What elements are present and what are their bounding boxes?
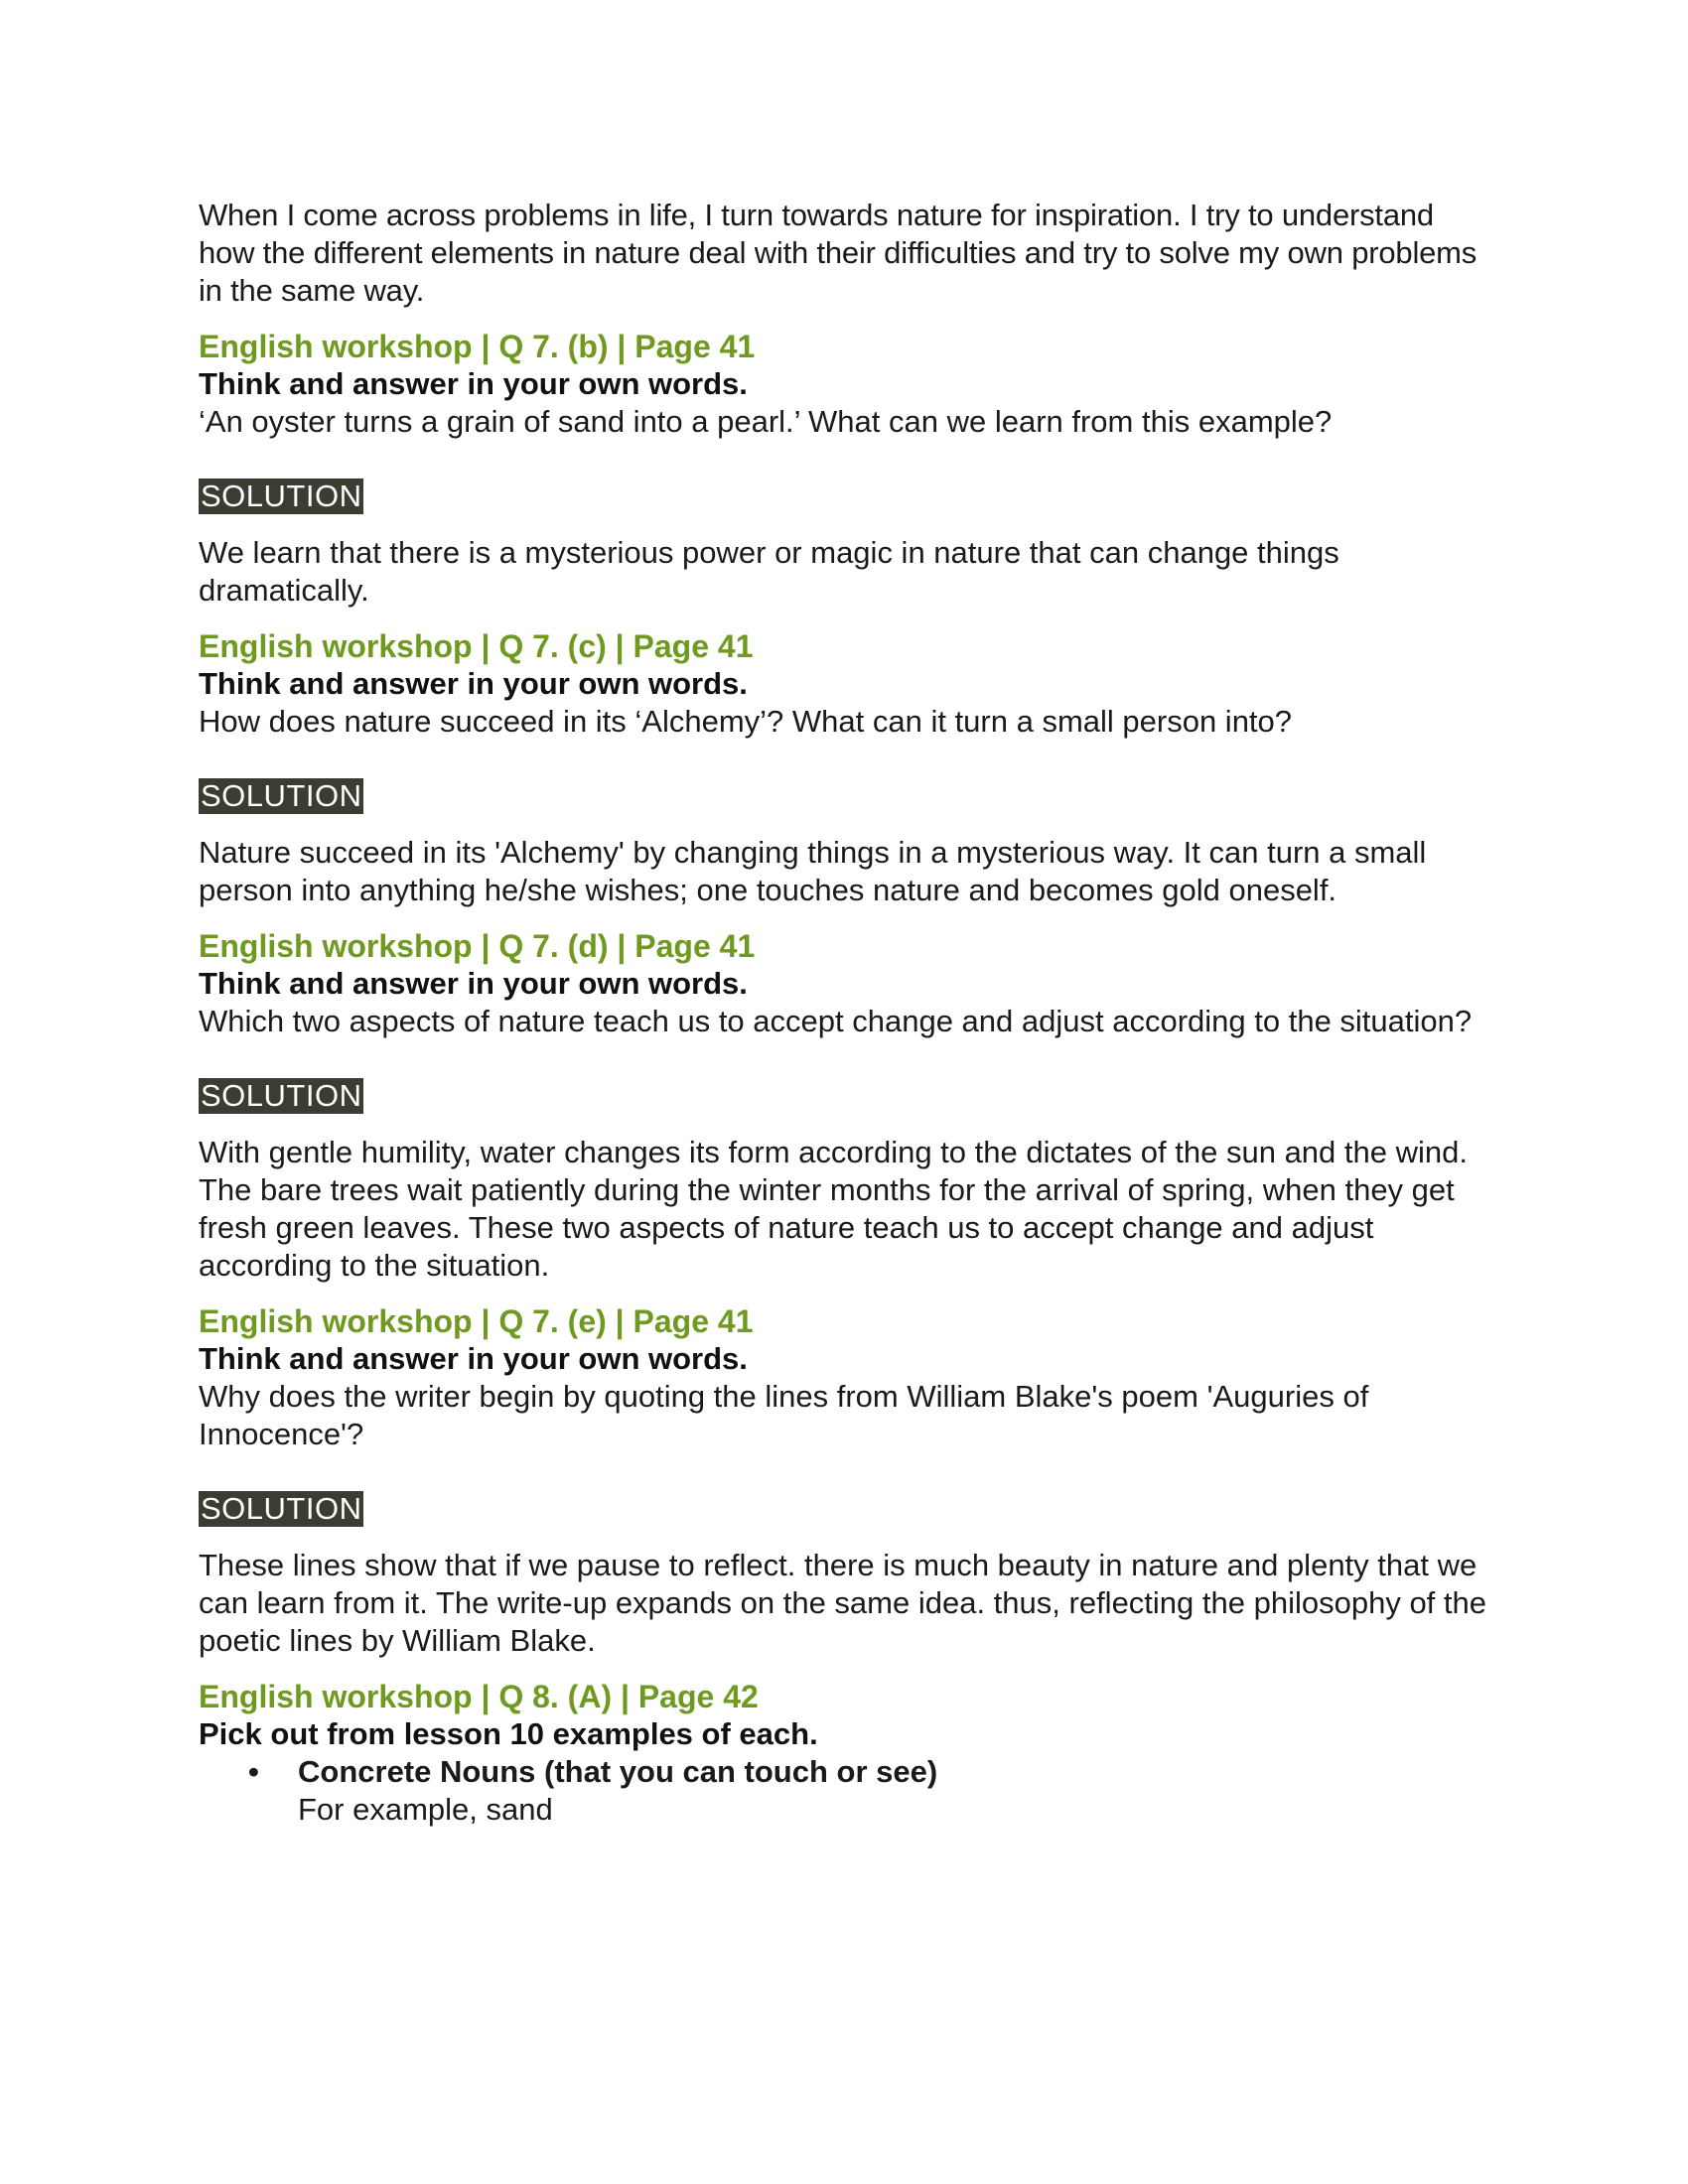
section-heading: English workshop | Q 7. (c) | Page 41 bbox=[199, 628, 754, 664]
section-instruction: Think and answer in your own words. bbox=[199, 366, 748, 401]
solution-answer: These lines show that if we pause to reflect. there is much beauty in nature and plenty that we can learn from it. The write-up expands on the same idea. thus, reflecting the philosophy of the poetic lines by William Blake. bbox=[199, 1548, 1487, 1658]
solution-badge: SOLUTION bbox=[201, 1491, 362, 1526]
section-instruction: Pick out from lesson 10 examples of each. bbox=[199, 1716, 818, 1751]
solution-badge: SOLUTION bbox=[201, 478, 362, 513]
solution-badge: SOLUTION bbox=[201, 778, 362, 813]
section-question: ‘An oyster turns a grain of sand into a pearl.’ What can we learn from this example? bbox=[199, 404, 1333, 439]
qa-section-7b bbox=[199, 328, 1489, 610]
section-question: Why does the writer begin by quoting the lines from William Blake's poem 'Auguries of Innocence'? bbox=[199, 1379, 1369, 1451]
section-question: Which two aspects of nature teach us to accept change and adjust according to the situation? bbox=[199, 1004, 1473, 1038]
bullet-marker: • bbox=[248, 1754, 259, 1789]
bullet-title: Concrete Nouns (that you can touch or see) bbox=[298, 1754, 938, 1789]
section-instruction: Think and answer in your own words. bbox=[199, 1341, 748, 1376]
solution-answer: With gentle humility, water changes its form according to the dictates of the sun and the wind. The bare trees wait patiently during the winter months for the arrival of spring, when they get fresh green leaves. These two aspects of nature teach us to accept change and adjust according to the situation. bbox=[199, 1135, 1468, 1283]
bullet-list bbox=[199, 1753, 1489, 1829]
bullet-item bbox=[248, 1753, 1489, 1829]
qa-section-7d bbox=[199, 927, 1489, 1285]
document-page bbox=[199, 197, 1489, 1829]
section-heading: English workshop | Q 7. (b) | Page 41 bbox=[199, 329, 756, 364]
section-heading: English workshop | Q 7. (d) | Page 41 bbox=[199, 928, 756, 964]
section-heading: English workshop | Q 8. (A) | Page 42 bbox=[199, 1679, 759, 1714]
solution-answer: Nature succeed in its 'Alchemy' by changing things in a mysterious way. It can turn a small person into anything he/she wishes; one touches nature and becomes gold oneself. bbox=[199, 835, 1427, 907]
bullet-subtext: For example, sand bbox=[298, 1792, 553, 1827]
solution-badge: SOLUTION bbox=[201, 1078, 362, 1113]
qa-section-7e bbox=[199, 1302, 1489, 1660]
section-heading: English workshop | Q 7. (e) | Page 41 bbox=[199, 1303, 754, 1339]
section-instruction: Think and answer in your own words. bbox=[199, 966, 748, 1001]
solution-answer: We learn that there is a mysterious power or magic in nature that can change things dramatically. bbox=[199, 535, 1339, 608]
section-instruction: Think and answer in your own words. bbox=[199, 666, 748, 701]
qa-section-7c bbox=[199, 627, 1489, 909]
intro-paragraph: When I come across problems in life, I turn towards nature for inspiration. I try to understand how the different elements in nature deal with their difficulties and try to solve my own problems in the same way. bbox=[199, 198, 1477, 308]
qa-section-8a bbox=[199, 1678, 1489, 1829]
section-question: How does nature succeed in its ‘Alchemy’? What can it turn a small person into? bbox=[199, 704, 1293, 739]
